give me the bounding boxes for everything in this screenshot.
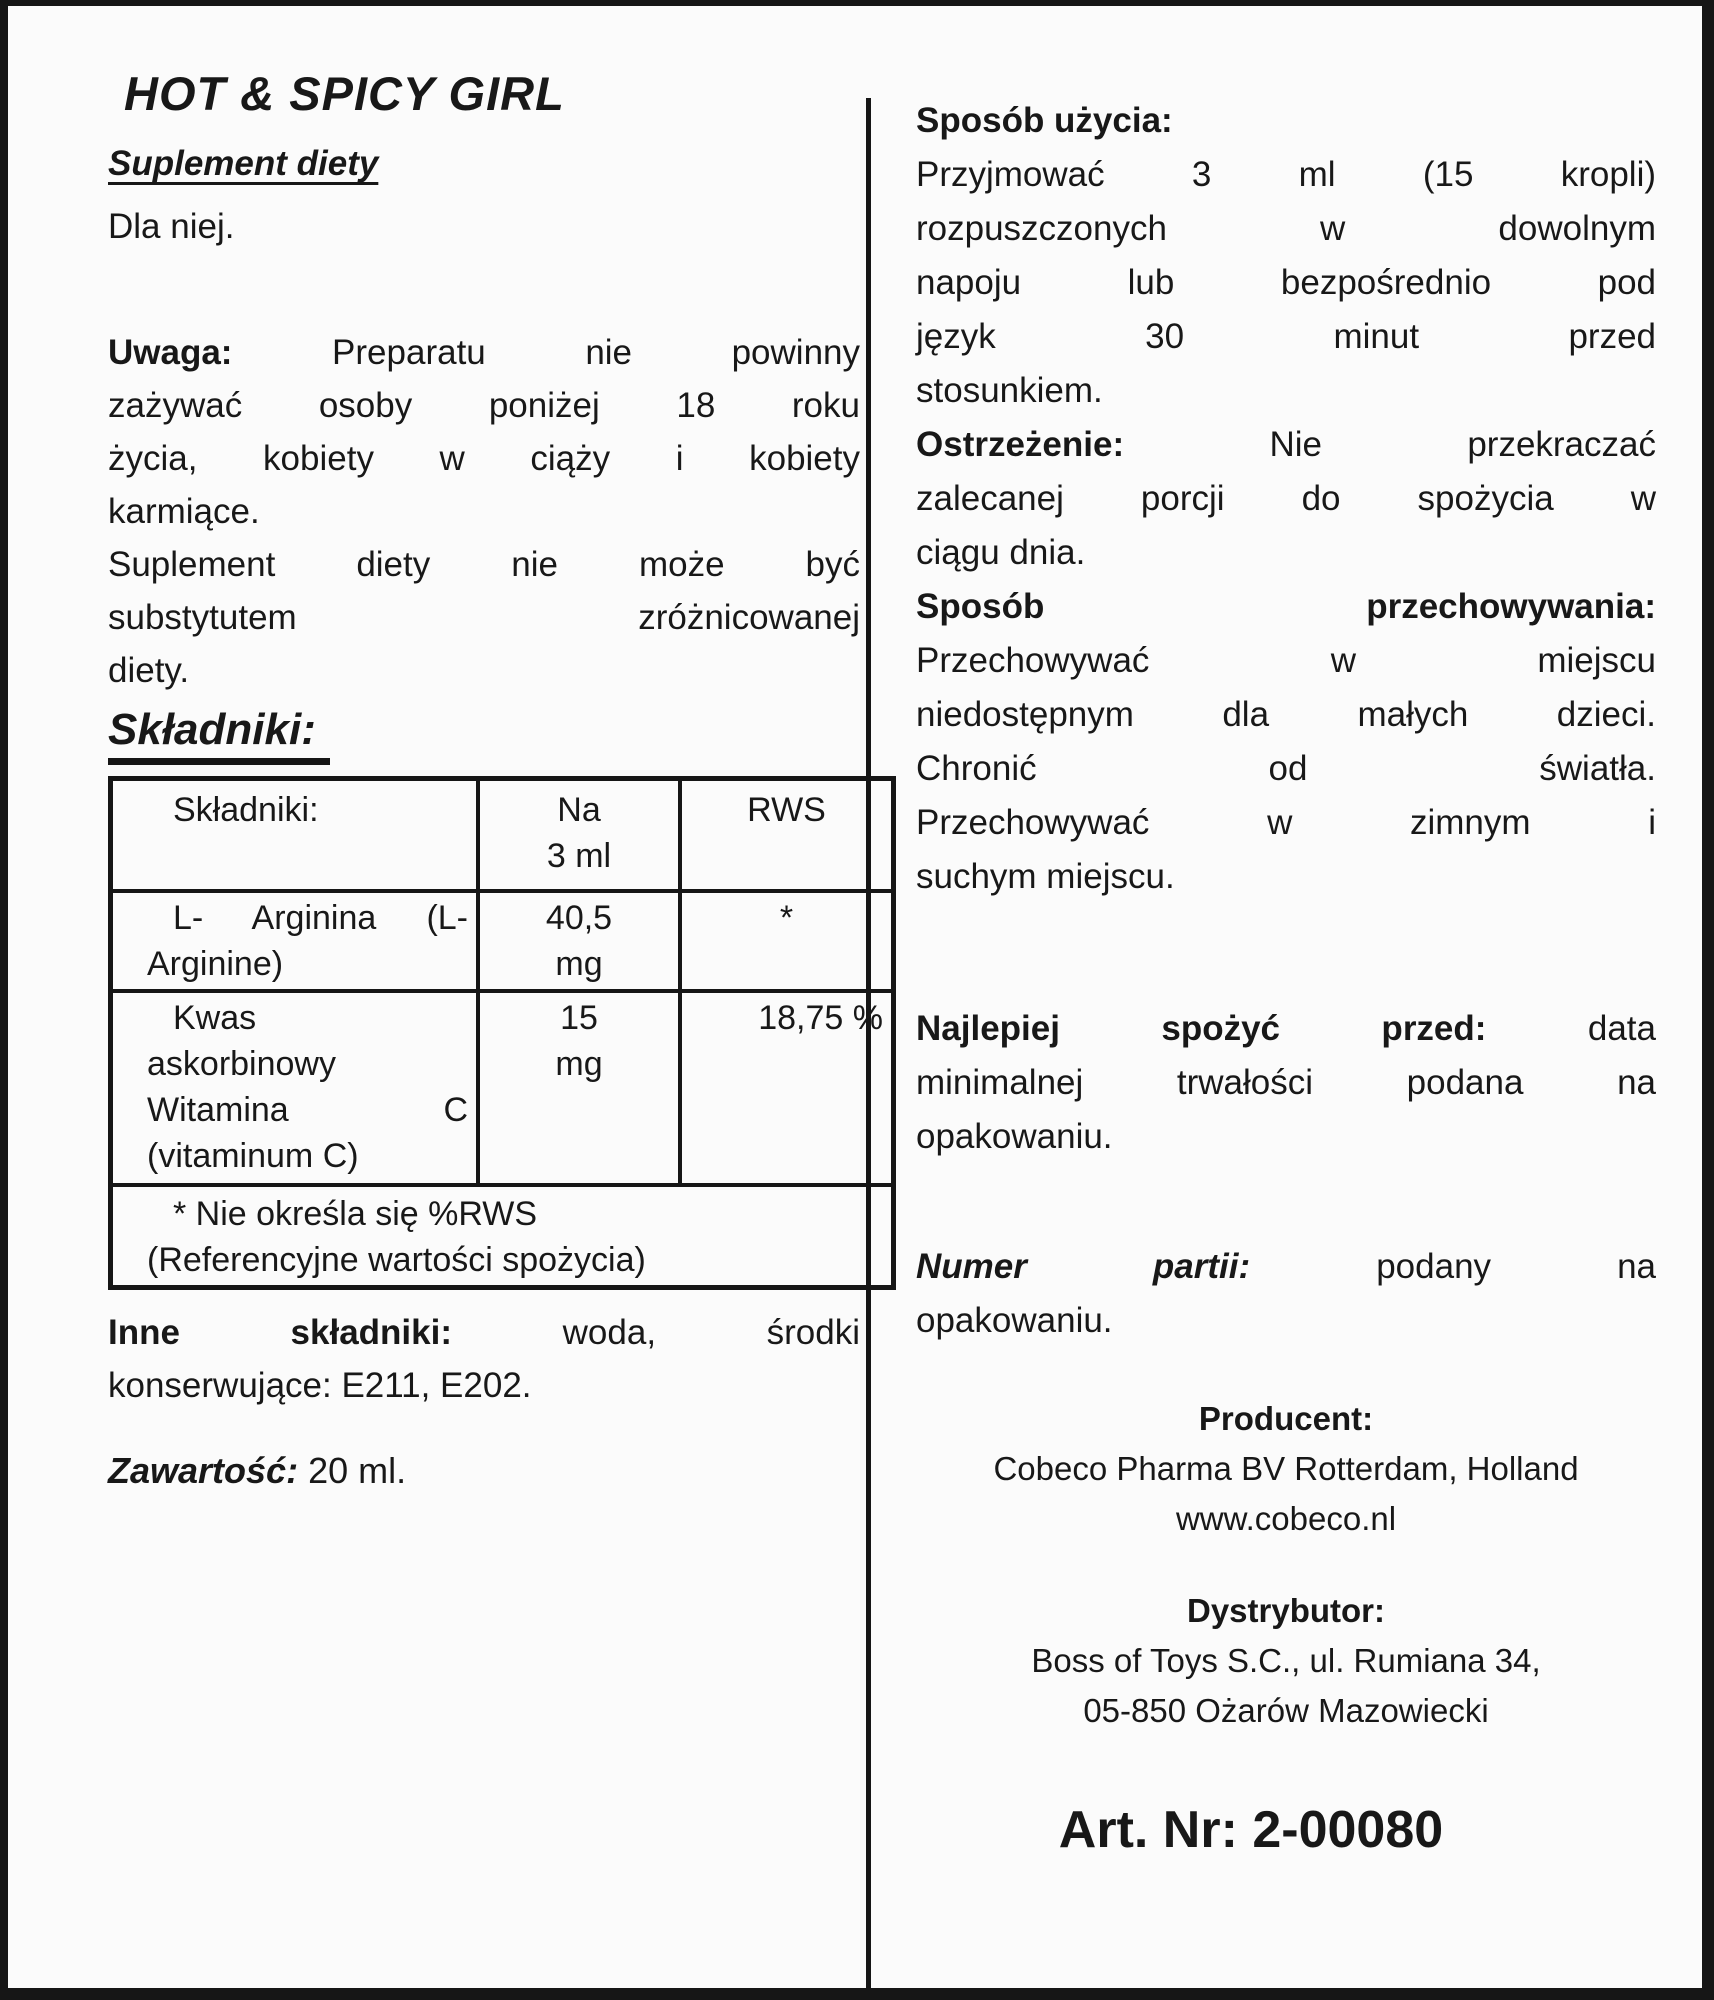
- warning-label: Ostrzeżenie:: [916, 425, 1125, 464]
- supplement-note-line-1: Suplement diety nie może być: [108, 545, 860, 584]
- distributor-block: [916, 1586, 1656, 1736]
- vitamin-c-rws-cell: [680, 991, 894, 1185]
- other-ingredients-line-2: konserwujące: E211, E202.: [108, 1366, 532, 1405]
- notice-line-1-text: Preparatu nie powinny: [332, 333, 860, 372]
- other-ingredients-paragraph: [108, 1306, 860, 1412]
- distributor-heading: Dystrybutor:: [1186, 1592, 1386, 1629]
- producer-name: Cobeco Pharma BV Rotterdam, Holland: [993, 1450, 1579, 1487]
- best-before-line-1: [916, 1002, 1656, 1056]
- header-cell-rws: [680, 779, 894, 892]
- notice-line-2: zażywać osoby poniżej 18 roku: [108, 386, 860, 425]
- notice-line-3: życia, kobiety w ciąży i kobiety: [108, 439, 860, 478]
- footnote-line-1: * Nie określa się %RWS: [173, 1195, 538, 1233]
- batch-number-line-2: opakowaniu.: [916, 1301, 1113, 1340]
- arginine-amount-unit: mg: [555, 945, 603, 983]
- header-rws-label: RWS: [747, 791, 826, 829]
- storage-line-3: Chronić od światła.: [916, 749, 1656, 788]
- batch-number-line-1: [916, 1240, 1656, 1294]
- batch-number-label: Numer partii:: [916, 1247, 1251, 1286]
- vitamin-c-rws-value: 18,75 %: [758, 999, 883, 1037]
- ingredients-heading-wrap: [108, 705, 860, 766]
- best-before-paragraph: [916, 1002, 1656, 1164]
- arginine-rws-cell: [680, 891, 894, 991]
- content-volume-line: [108, 1444, 860, 1497]
- other-ingredients-line-1: [108, 1306, 860, 1359]
- table-row-vitamin-c: [111, 991, 894, 1185]
- other-ingredients-label: Inne składniki:: [108, 1313, 453, 1352]
- warning-line-3: ciągu dnia.: [916, 533, 1086, 572]
- usage-line-3: napoju lub bezpośrednio pod: [916, 263, 1656, 302]
- vitamin-c-name-cell: [111, 991, 479, 1185]
- vitamin-c-amount-cell: [478, 991, 680, 1185]
- vitamin-c-name-line-2: askorbinowy: [147, 1045, 336, 1083]
- left-column: [108, 6, 883, 1497]
- vitamin-c-amount-value: 15: [560, 999, 598, 1037]
- product-title: HOT & SPICY GIRL: [124, 67, 565, 120]
- arginine-name-line-2: Arginine): [147, 945, 284, 983]
- batch-number-paragraph: [916, 1240, 1656, 1348]
- table-footnote-row: [111, 1185, 894, 1288]
- producer-block: [916, 1394, 1656, 1544]
- storage-line-1: Przechowywać w miejscu: [916, 641, 1656, 680]
- usage-heading-line: [916, 94, 1656, 148]
- supplement-note-paragraph: [108, 538, 860, 697]
- arginine-amount-cell: [478, 891, 680, 991]
- notice-paragraph: [108, 326, 860, 538]
- subtitle-supplement-diet: Suplement diety: [108, 144, 379, 183]
- storage-line-2: niedostępnym dla małych dzieci.: [916, 695, 1656, 734]
- arginine-rws-value: *: [779, 899, 794, 937]
- batch-number-line-1-text: podany na: [1376, 1247, 1657, 1286]
- usage-heading: Sposób użycia:: [916, 101, 1173, 140]
- footnote-line-2: (Referencyjne wartości spożycia): [147, 1241, 646, 1279]
- vitamin-c-amount-unit: mg: [555, 1045, 603, 1083]
- usage-line-4: język 30 minut przed: [916, 317, 1656, 356]
- best-before-line-3: opakowaniu.: [916, 1117, 1113, 1156]
- header-per-3ml-line-2: 3 ml: [546, 837, 612, 875]
- supplement-note-line-2: substytutem zróżnicowanej: [108, 598, 860, 637]
- header-ingredient-label: Składniki:: [173, 791, 319, 829]
- table-row-arginine: [111, 891, 894, 991]
- usage-line-5: stosunkiem.: [916, 371, 1103, 410]
- arginine-name-cell: [111, 891, 479, 991]
- warning-line-1: [916, 418, 1656, 472]
- producer-website: www.cobeco.nl: [1175, 1500, 1397, 1537]
- article-number: Art. Nr: 2-00080: [1058, 1801, 1444, 1859]
- producer-heading: Producent:: [1198, 1400, 1374, 1437]
- content-volume-label: Zawartość:: [108, 1450, 299, 1491]
- storage-heading-line: [916, 580, 1656, 634]
- tagline-for-her: Dla niej.: [108, 207, 235, 246]
- storage-line-4: Przechowywać w zimnym i: [916, 803, 1656, 842]
- storage-paragraph: [916, 580, 1656, 904]
- supplement-note-line-3: diety.: [108, 651, 190, 690]
- storage-line-5: suchym miejscu.: [916, 857, 1175, 896]
- ingredients-table-header-row: [111, 779, 894, 892]
- vitamin-c-name-line-4: (vitaminum C): [147, 1137, 359, 1175]
- header-cell-ingredient: [111, 779, 479, 892]
- table-footnote-cell: [111, 1185, 894, 1288]
- right-column: [916, 6, 1656, 1860]
- distributor-city: 05-850 Ożarów Mazowiecki: [1083, 1692, 1489, 1729]
- ingredients-table: [108, 776, 896, 1290]
- usage-paragraph: [916, 94, 1656, 418]
- arginine-amount-value: 40,5: [545, 899, 613, 937]
- usage-line-2: rozpuszczonych w dowolnym: [916, 209, 1656, 248]
- notice-line-4: karmiące.: [108, 492, 260, 531]
- content-volume-value: 20 ml.: [308, 1450, 407, 1491]
- notice-label: Uwaga:: [108, 333, 233, 372]
- usage-line-1: Przyjmować 3 ml (15 kropli): [916, 155, 1656, 194]
- warning-paragraph: [916, 418, 1656, 580]
- other-ingredients-line-1-text: woda, środki: [562, 1313, 861, 1352]
- warning-line-2: zalecanej porcji do spożycia w: [916, 479, 1656, 518]
- distributor-name-address: Boss of Toys S.C., ul. Rumiana 34,: [1031, 1642, 1541, 1679]
- best-before-line-2: minimalnej trwałości podana na: [916, 1063, 1656, 1102]
- warning-line-1-text: Nie przekraczać: [1269, 425, 1656, 464]
- ingredients-heading: Składniki:: [108, 705, 330, 765]
- arginine-name-line-1: L- Arginina (L-: [173, 899, 468, 937]
- best-before-line-1-text: data: [1587, 1009, 1656, 1048]
- vitamin-c-name-line-3: Witamina C: [147, 1091, 468, 1129]
- vitamin-c-name-line-1: Kwas: [173, 999, 257, 1037]
- header-per-3ml-line-1: Na: [557, 791, 601, 829]
- storage-heading: Sposób przechowywania:: [916, 587, 1656, 626]
- best-before-label: Najlepiej spożyć przed:: [916, 1009, 1487, 1048]
- header-cell-per-3ml: [478, 779, 680, 892]
- notice-line-1: [108, 326, 860, 379]
